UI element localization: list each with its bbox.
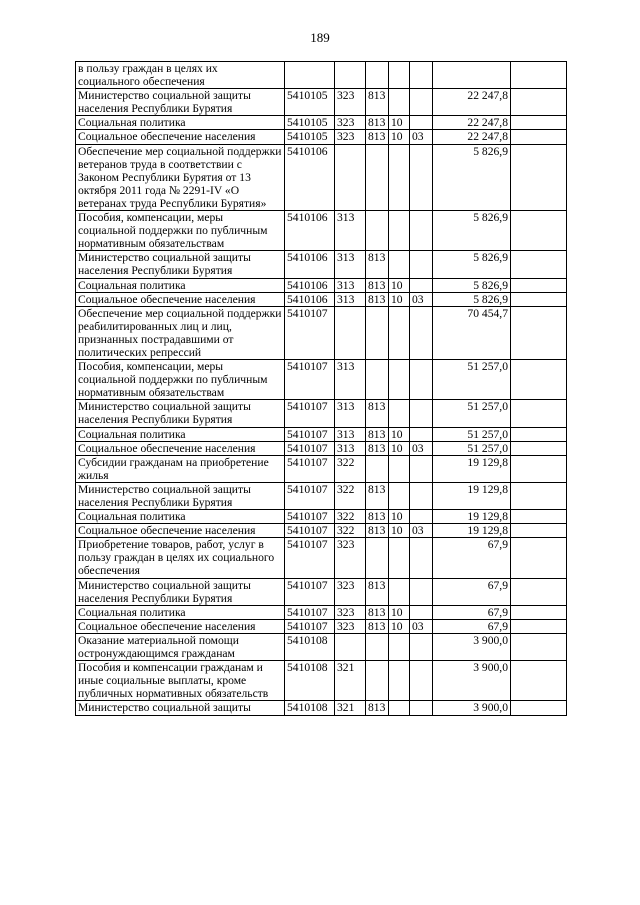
amount-cell: 22 247,8 [433,89,511,116]
empty-cell [511,510,567,524]
ministry-code-cell: 813 [366,510,389,524]
ministry-code-cell: 813 [366,701,389,715]
table-row [76,400,567,427]
expense-type-cell [335,62,366,89]
target-code-cell [285,62,335,89]
section-code-cell [389,360,410,400]
empty-cell [511,661,567,701]
ministry-code-cell: 813 [366,292,389,306]
expense-type-cell: 322 [335,455,366,482]
ministry-code-cell: 813 [366,130,389,144]
expense-type-cell: 321 [335,661,366,701]
expense-type-cell: 313 [335,292,366,306]
amount-cell: 5 826,9 [433,292,511,306]
amount-cell: 67,9 [433,605,511,619]
expense-type-cell: 323 [335,578,366,605]
amount-cell: 5 826,9 [433,144,511,210]
table-body [76,62,567,716]
subsection-code-cell [410,211,433,251]
expense-type-cell [335,306,366,359]
section-code-cell [389,633,410,660]
ministry-code-cell [366,633,389,660]
table-row [76,306,567,359]
target-code-cell: 5410107 [285,619,335,633]
table-row [76,292,567,306]
row-name-cell: Пособия, компенсации, меры социальной поддержки по публичным нормативным обязательствам [76,360,285,400]
amount-cell: 19 129,8 [433,510,511,524]
amount-cell: 3 900,0 [433,633,511,660]
row-name-cell: Социальная политика [76,427,285,441]
ministry-code-cell: 813 [366,89,389,116]
table-row [76,605,567,619]
empty-cell [511,441,567,455]
table-row [76,130,567,144]
amount-cell: 3 900,0 [433,661,511,701]
ministry-code-cell: 813 [366,251,389,278]
target-code-cell: 5410106 [285,292,335,306]
ministry-code-cell [366,661,389,701]
expense-type-cell: 313 [335,427,366,441]
row-name-cell: Министерство социальной защиты населения Республики Бурятия [76,482,285,509]
amount-cell: 5 826,9 [433,251,511,278]
expense-type-cell: 322 [335,524,366,538]
amount-cell: 22 247,8 [433,130,511,144]
ministry-code-cell [366,455,389,482]
expense-type-cell: 313 [335,400,366,427]
row-name-cell: Социальная политика [76,278,285,292]
ministry-code-cell [366,211,389,251]
target-code-cell: 5410108 [285,633,335,660]
empty-cell [511,360,567,400]
target-code-cell: 5410105 [285,89,335,116]
empty-cell [511,701,567,715]
subsection-code-cell [410,306,433,359]
subsection-code-cell [410,538,433,578]
ministry-code-cell: 813 [366,482,389,509]
expense-type-cell: 321 [335,701,366,715]
ministry-code-cell: 813 [366,524,389,538]
subsection-code-cell [410,400,433,427]
table-row [76,441,567,455]
target-code-cell: 5410105 [285,130,335,144]
target-code-cell: 5410108 [285,701,335,715]
budget-table [75,61,567,716]
subsection-code-cell [410,578,433,605]
row-name-cell: Социальная политика [76,510,285,524]
table-row [76,211,567,251]
ministry-code-cell: 813 [366,441,389,455]
target-code-cell: 5410107 [285,510,335,524]
target-code-cell: 5410107 [285,524,335,538]
subsection-code-cell [410,360,433,400]
row-name-cell: Социальная политика [76,116,285,130]
table-row [76,427,567,441]
empty-cell [511,144,567,210]
section-code-cell: 10 [389,130,410,144]
amount-cell [433,62,511,89]
subsection-code-cell [410,661,433,701]
subsection-code-cell: 03 [410,292,433,306]
row-name-cell: Пособия, компенсации, меры социальной поддержки по публичным нормативным обязательствам [76,211,285,251]
empty-cell [511,306,567,359]
expense-type-cell: 323 [335,116,366,130]
table-row [76,62,567,89]
subsection-code-cell [410,701,433,715]
table-row [76,633,567,660]
section-code-cell: 10 [389,427,410,441]
section-code-cell [389,251,410,278]
section-code-cell [389,400,410,427]
section-code-cell [389,306,410,359]
ministry-code-cell [366,62,389,89]
target-code-cell: 5410106 [285,278,335,292]
section-code-cell [389,701,410,715]
empty-cell [511,89,567,116]
subsection-code-cell [410,116,433,130]
empty-cell [511,633,567,660]
empty-cell [511,211,567,251]
target-code-cell: 5410107 [285,400,335,427]
expense-type-cell: 323 [335,619,366,633]
table-row [76,510,567,524]
target-code-cell: 5410107 [285,441,335,455]
subsection-code-cell [410,455,433,482]
section-code-cell [389,211,410,251]
subsection-code-cell [410,278,433,292]
empty-cell [511,62,567,89]
amount-cell: 51 257,0 [433,360,511,400]
table-row [76,701,567,715]
empty-cell [511,251,567,278]
section-code-cell: 10 [389,510,410,524]
subsection-code-cell [410,427,433,441]
target-code-cell: 5410108 [285,661,335,701]
ministry-code-cell: 813 [366,116,389,130]
amount-cell: 3 900,0 [433,701,511,715]
subsection-code-cell: 03 [410,130,433,144]
table-row [76,360,567,400]
row-name-cell: Обеспечение мер социальной поддержки ветеранов труда в соответствии с Законом Республики Бурятия от 13 октября 2011 года № 2291-IV «О ветеранах труда Республики Бурятия» [76,144,285,210]
target-code-cell: 5410107 [285,605,335,619]
target-code-cell: 5410107 [285,306,335,359]
subsection-code-cell [410,633,433,660]
table-row [76,251,567,278]
section-code-cell [389,62,410,89]
table-row [76,482,567,509]
amount-cell: 67,9 [433,538,511,578]
expense-type-cell [335,144,366,210]
expense-type-cell: 313 [335,278,366,292]
row-name-cell: Социальное обеспечение населения [76,619,285,633]
row-name-cell: Министерство социальной защиты [76,701,285,715]
expense-type-cell: 313 [335,360,366,400]
subsection-code-cell [410,510,433,524]
empty-cell [511,427,567,441]
table-row [76,89,567,116]
empty-cell [511,116,567,130]
row-name-cell: Министерство социальной защиты населения Республики Бурятия [76,578,285,605]
row-name-cell: Субсидии гражданам на приобретение жилья [76,455,285,482]
section-code-cell [389,144,410,210]
amount-cell: 19 129,8 [433,455,511,482]
expense-type-cell [335,633,366,660]
section-code-cell: 10 [389,116,410,130]
subsection-code-cell: 03 [410,524,433,538]
empty-cell [511,524,567,538]
empty-cell [511,130,567,144]
row-name-cell: Оказание материальной помощи остронуждающимся гражданам [76,633,285,660]
empty-cell [511,538,567,578]
subsection-code-cell: 03 [410,441,433,455]
amount-cell: 22 247,8 [433,116,511,130]
subsection-code-cell [410,605,433,619]
expense-type-cell: 323 [335,605,366,619]
ministry-code-cell: 813 [366,278,389,292]
subsection-code-cell [410,482,433,509]
row-name-cell: Приобретение товаров, работ, услуг в пользу граждан в целях их социального обеспечения [76,538,285,578]
expense-type-cell: 322 [335,510,366,524]
expense-type-cell: 323 [335,538,366,578]
row-name-cell: Социальное обеспечение населения [76,292,285,306]
ministry-code-cell: 813 [366,619,389,633]
ministry-code-cell: 813 [366,605,389,619]
table-row [76,278,567,292]
target-code-cell: 5410107 [285,455,335,482]
empty-cell [511,455,567,482]
amount-cell: 19 129,8 [433,482,511,509]
empty-cell [511,619,567,633]
section-code-cell: 10 [389,605,410,619]
empty-cell [511,278,567,292]
target-code-cell: 5410106 [285,144,335,210]
empty-cell [511,292,567,306]
table-row [76,144,567,210]
target-code-cell: 5410106 [285,251,335,278]
empty-cell [511,482,567,509]
amount-cell: 5 826,9 [433,211,511,251]
amount-cell: 67,9 [433,619,511,633]
ministry-code-cell: 813 [366,400,389,427]
section-code-cell: 10 [389,292,410,306]
target-code-cell: 5410106 [285,211,335,251]
amount-cell: 51 257,0 [433,427,511,441]
target-code-cell: 5410107 [285,538,335,578]
target-code-cell: 5410107 [285,427,335,441]
expense-type-cell: 322 [335,482,366,509]
expense-type-cell: 313 [335,441,366,455]
row-name-cell: Министерство социальной защиты населения Республики Бурятия [76,251,285,278]
section-code-cell [389,89,410,116]
row-name-cell: Министерство социальной защиты населения Республики Бурятия [76,89,285,116]
section-code-cell: 10 [389,524,410,538]
expense-type-cell: 313 [335,251,366,278]
ministry-code-cell: 813 [366,578,389,605]
amount-cell: 51 257,0 [433,400,511,427]
section-code-cell: 10 [389,619,410,633]
section-code-cell [389,578,410,605]
table-row [76,619,567,633]
row-name-cell: в пользу граждан в целях их социального обеспечения [76,62,285,89]
section-code-cell [389,455,410,482]
empty-cell [511,605,567,619]
section-code-cell [389,482,410,509]
amount-cell: 19 129,8 [433,524,511,538]
target-code-cell: 5410107 [285,360,335,400]
table-row [76,524,567,538]
ministry-code-cell [366,306,389,359]
amount-cell: 5 826,9 [433,278,511,292]
subsection-code-cell [410,89,433,116]
expense-type-cell: 323 [335,130,366,144]
table-row [76,538,567,578]
section-code-cell [389,661,410,701]
row-name-cell: Социальное обеспечение населения [76,130,285,144]
expense-type-cell: 313 [335,211,366,251]
row-name-cell: Социальное обеспечение населения [76,441,285,455]
table-row [76,661,567,701]
page-number: 189 [310,30,330,45]
ministry-code-cell [366,538,389,578]
ministry-code-cell [366,144,389,210]
subsection-code-cell [410,251,433,278]
amount-cell: 51 257,0 [433,441,511,455]
target-code-cell: 5410107 [285,578,335,605]
row-name-cell: Социальная политика [76,605,285,619]
subsection-code-cell [410,144,433,210]
section-code-cell: 10 [389,441,410,455]
subsection-code-cell: 03 [410,619,433,633]
ministry-code-cell [366,360,389,400]
row-name-cell: Обеспечение мер социальной поддержки реабилитированных лиц и лиц, признанных пострадавшими от политических репрессий [76,306,285,359]
table-row [76,116,567,130]
section-code-cell: 10 [389,278,410,292]
table-row [76,455,567,482]
empty-cell [511,400,567,427]
section-code-cell [389,538,410,578]
table-row [76,578,567,605]
target-code-cell: 5410105 [285,116,335,130]
row-name-cell: Пособия и компенсации гражданам и иные социальные выплаты, кроме публичных нормативных обязательств [76,661,285,701]
amount-cell: 70 454,7 [433,306,511,359]
empty-cell [511,578,567,605]
target-code-cell: 5410107 [285,482,335,509]
amount-cell: 67,9 [433,578,511,605]
row-name-cell: Министерство социальной защиты населения Республики Бурятия [76,400,285,427]
subsection-code-cell [410,62,433,89]
ministry-code-cell: 813 [366,427,389,441]
expense-type-cell: 323 [335,89,366,116]
row-name-cell: Социальное обеспечение населения [76,524,285,538]
